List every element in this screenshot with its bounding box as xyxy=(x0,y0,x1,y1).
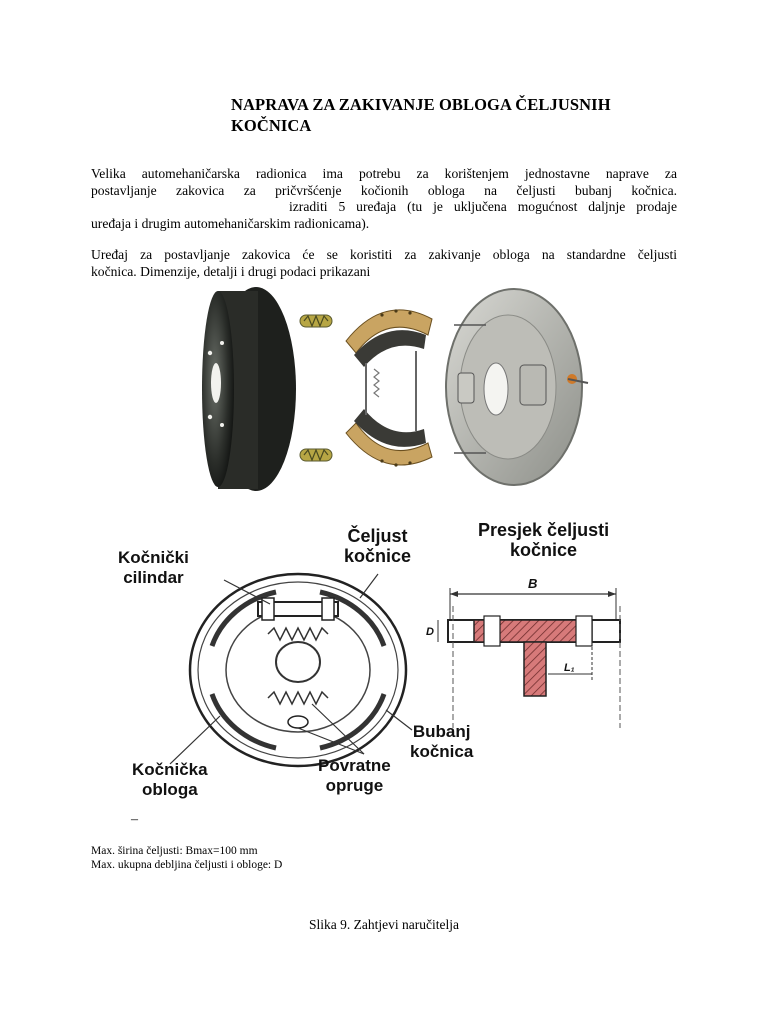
paragraph-line xyxy=(91,199,677,216)
title-line-2: KOČNICA xyxy=(231,116,312,135)
label-line: kočnice xyxy=(510,540,578,560)
label-line: Bubanj xyxy=(412,722,471,741)
paragraph-line-fragment: izraditi 5 uređaja (tu je uključena mogućnost daljnje prodaje xyxy=(289,199,677,214)
label-line: Čeljust xyxy=(347,526,408,546)
label-brake-drum xyxy=(410,722,473,762)
brake-drum-image xyxy=(202,287,296,491)
paragraph-line: uređaja i drugim automehaničarskim radionicama). xyxy=(91,215,370,231)
label-line: Povratne xyxy=(318,756,391,775)
dimension-l-label: L₁ xyxy=(564,662,575,674)
document-title xyxy=(231,94,701,136)
label-brake-shoe xyxy=(344,526,411,566)
dimension-b-label: B xyxy=(528,576,538,591)
label-brake-cylinder xyxy=(118,548,189,588)
spec-max-thickness: Max. ukupna debljina čeljusti i obloge: D xyxy=(91,859,283,871)
spec-max-width: Max. širina čeljusti: Bmax=100 mm xyxy=(91,845,258,857)
label-line: cilindar xyxy=(123,568,184,587)
dimension-d-label: D xyxy=(426,626,434,638)
label-shoe-section xyxy=(478,520,609,560)
paragraph-line: Velika automehaničarska radionica ima potrebu za korištenjem jednostavne naprave za xyxy=(91,166,677,181)
dash-mark: – xyxy=(131,812,138,827)
title-line-1: NAPRAVA ZA ZAKIVANJE OBLOGA ČELJUSNIH xyxy=(231,95,611,114)
paragraph-line: kočnica. Dimenzije, detalji i drugi podaci prikazani xyxy=(91,263,371,279)
label-line: kočnica xyxy=(410,742,474,761)
paragraph-line: Uređaj za postavljanje zakovica će se koristiti za zakivanje obloga na standardne čeljusti xyxy=(91,247,677,262)
label-line: Kočnički xyxy=(118,548,189,567)
brake-diagram xyxy=(108,516,640,804)
label-brake-lining xyxy=(132,760,208,800)
paragraph-line: postavljanje zakovica za pričvršćenje kočionih obloga na čeljusti bubanj kočnica. xyxy=(91,182,677,198)
label-line: obloga xyxy=(141,780,198,799)
label-line: Kočnička xyxy=(132,760,208,779)
return-springs-image xyxy=(300,315,332,461)
label-line: Presjek čeljusti xyxy=(478,520,610,540)
label-line: kočnice xyxy=(344,546,412,566)
figure-caption: Slika 9. Zahtjevi naručitelja xyxy=(309,917,459,932)
intro-paragraph xyxy=(91,166,677,232)
backing-plate-image xyxy=(446,289,588,485)
label-return-springs xyxy=(318,756,391,796)
brake-shoes-image xyxy=(346,309,432,466)
label-line: opruge xyxy=(325,776,384,795)
device-paragraph xyxy=(91,247,677,280)
brake-parts-photo xyxy=(196,283,596,495)
